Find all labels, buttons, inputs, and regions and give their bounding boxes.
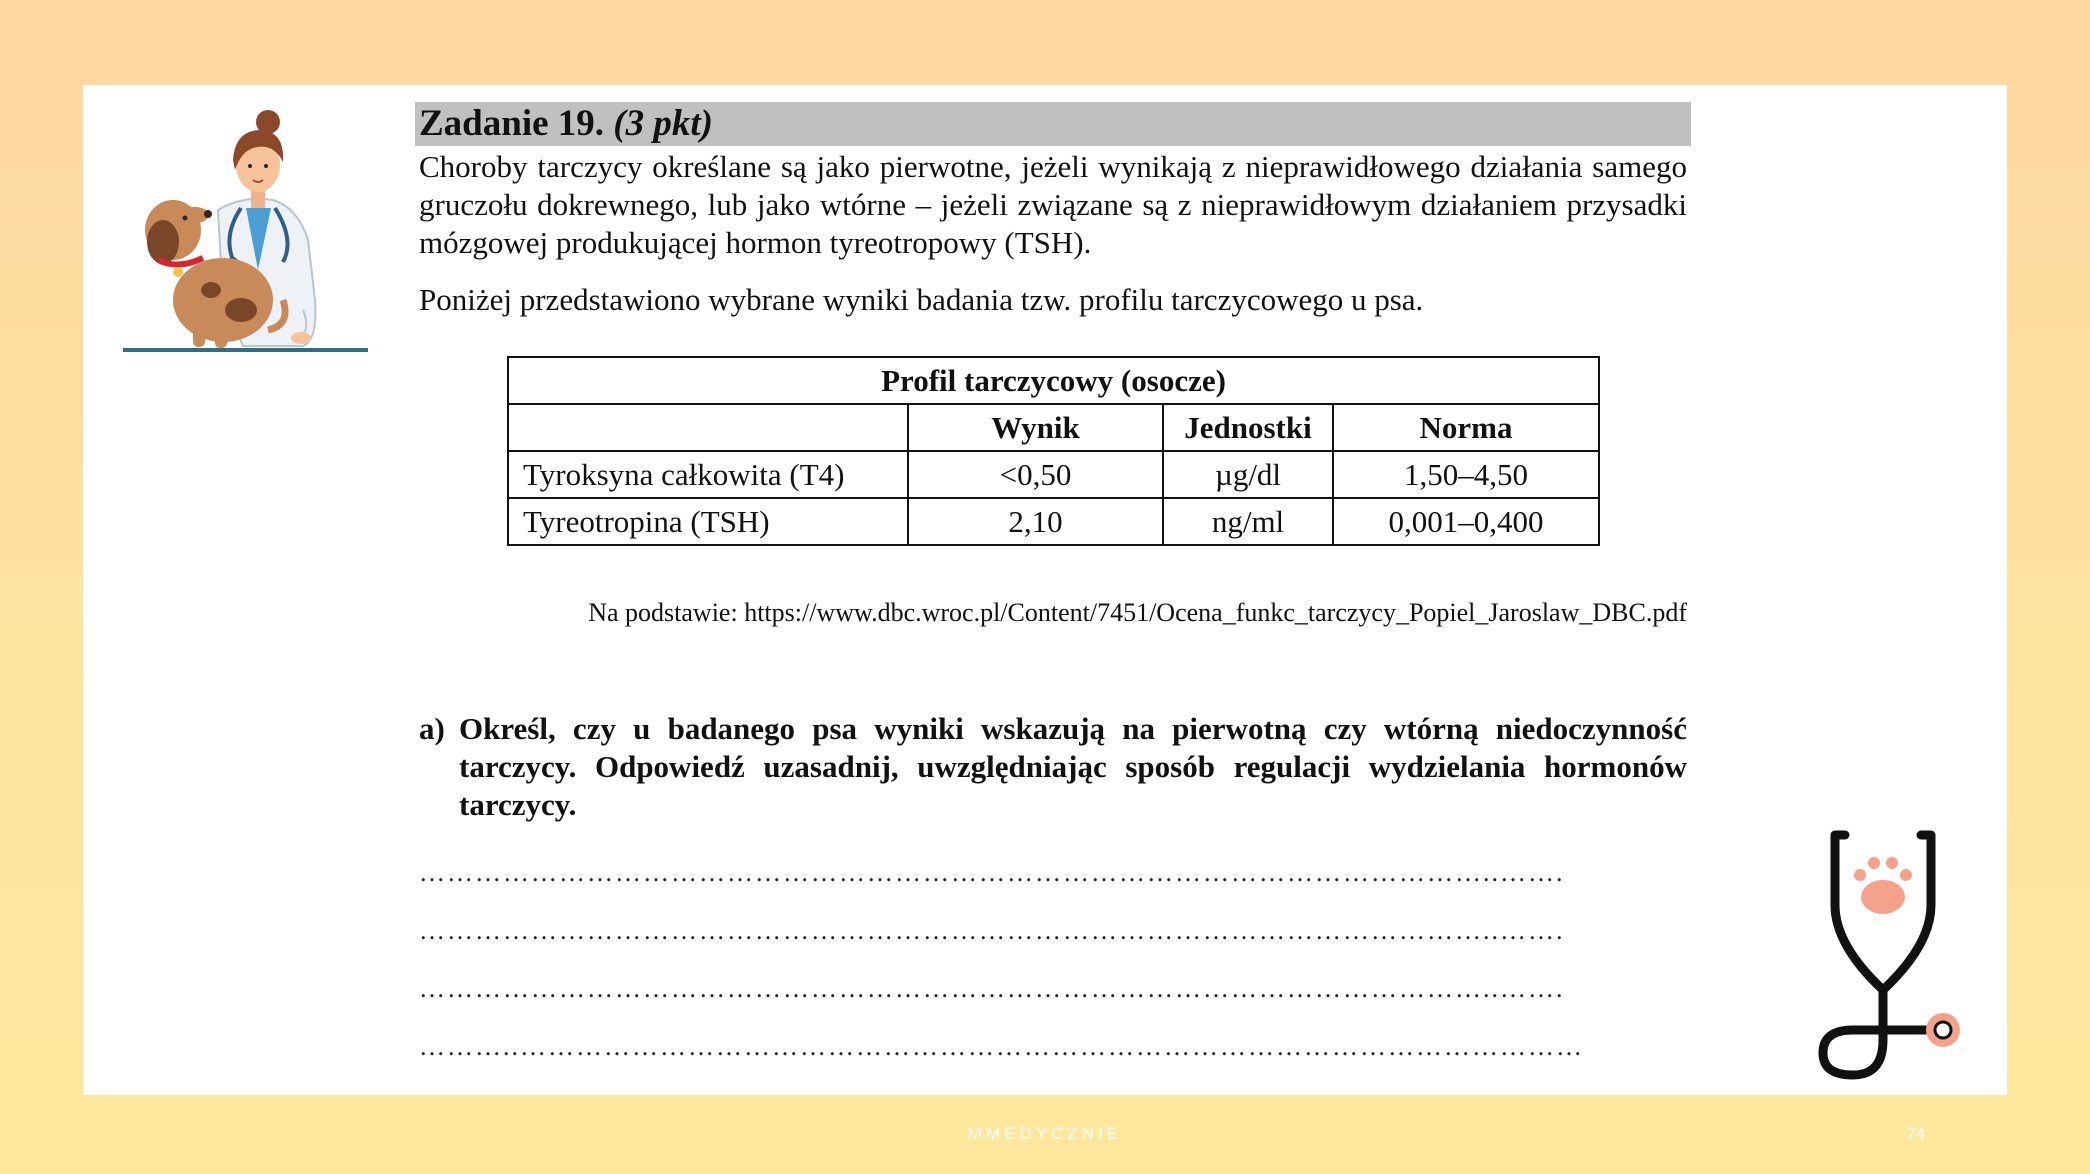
answer-line[interactable]: ……………………………………………………………………………………………………..……. xyxy=(419,858,1565,887)
answer-line[interactable]: ……………………………………………………………………………………………………..……. xyxy=(419,974,1565,1003)
table-cell: <0,50 xyxy=(908,451,1163,498)
footer-brand: MMEDYCZNIE xyxy=(967,1124,1123,1143)
thyroid-profile-table xyxy=(507,356,1600,546)
table-cell: 2,10 xyxy=(908,498,1163,545)
table-header-cell: Norma xyxy=(1333,404,1599,451)
source-citation: Na podstawie: https://www.dbc.wroc.pl/Content/7451/Ocena_funkc_tarczycy_Popiel_Jaroslaw_DBC.pdf xyxy=(588,598,1687,627)
answer-line[interactable]: ……………………………………………………………………………………………………..……. xyxy=(419,916,1565,945)
question-a xyxy=(419,710,1687,824)
table-cell: 1,50–4,50 xyxy=(1333,451,1599,498)
table-header-row xyxy=(508,404,1599,451)
question-letter: a) xyxy=(419,711,445,746)
task-intro-paragraph-2: Poniżej przedstawiono wybrane wyniki badania tzw. profilu tarczycowego u psa. xyxy=(419,282,1424,317)
table-cell: Tyroksyna całkowita (T4) xyxy=(508,451,908,498)
table-caption-row xyxy=(508,357,1599,404)
task-number: Zadanie 19. xyxy=(419,103,605,144)
table-header-cell: Jednostki xyxy=(1163,404,1333,451)
table-header-cell: Wynik xyxy=(908,404,1163,451)
vet-with-dog-illustration xyxy=(123,100,373,360)
answer-line[interactable]: ………..…………………………………………………………………………………………………… xyxy=(419,1032,1584,1061)
slide-page xyxy=(83,85,2007,1095)
question-text: Określ, czy u badanego psa wyniki wskazują na pierwotną czy wtórną niedoczynność tarczycy. Odpowiedź uzasadnij, uwzględniając sposób regulacji wydzielania hormonów tarczycy. xyxy=(459,711,1687,822)
table-row xyxy=(508,498,1599,545)
table-cell: 0,001–0,400 xyxy=(1333,498,1599,545)
table-row xyxy=(508,451,1599,498)
stethoscope-paw-icon xyxy=(1808,825,2008,1085)
table-cell: µg/dl xyxy=(1163,451,1333,498)
table-cell: Tyreotropina (TSH) xyxy=(508,498,908,545)
task-intro-paragraph: Choroby tarczycy określane są jako pierwotne, jeżeli wynikają z nieprawidłowego działania samego gruczołu dokrewnego, lub jako wtórne – jeżeli związane są z nieprawidłowym działaniem przysadki mózgowej produkującej hormon tyreotropowy (TSH). xyxy=(419,149,1687,260)
table-caption: Profil tarczycowy (osocze) xyxy=(508,357,1599,404)
page-number: 74 xyxy=(1906,1124,1926,1143)
table-cell: ng/ml xyxy=(1163,498,1333,545)
task-points: (3 pkt) xyxy=(613,103,713,144)
table-header-cell xyxy=(508,404,908,451)
task-heading xyxy=(415,102,1691,146)
